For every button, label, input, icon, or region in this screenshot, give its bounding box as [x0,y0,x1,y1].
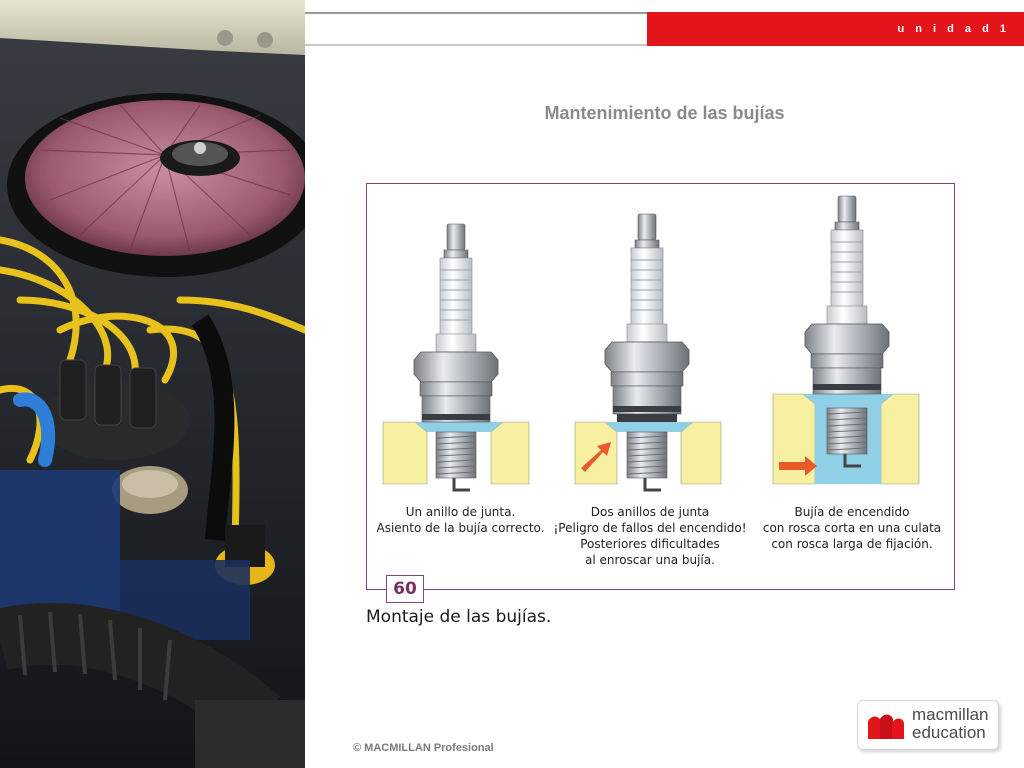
logo-line-2: education [912,723,986,742]
spark-plug-figure [366,183,955,599]
publisher-logo [857,700,999,750]
panel-one-caption: Un anillo de junta. Asiento de la bujía correcto. [376,505,545,535]
slide-title: Mantenimiento de las bujías [544,103,785,123]
figure-number: 60 [386,575,424,603]
panel-short-thread [773,196,919,484]
unit-label: u n i d a d 1 [897,23,1010,35]
engine-photo [0,0,305,768]
panel-two-caption: Dos anillos de junta ¡Peligro de fallos del encendido! Posteriores dificultades al enroscar una bujía. [553,505,747,567]
figure-caption: Montaje de las bujías. [366,607,552,627]
panel-three-caption: Bujía de encendido con rosca corta en una culata con rosca larga de fijación. [762,505,942,551]
logo-text [912,706,989,742]
header-rule-bottom [305,44,647,46]
logo-line-1: macmillan [912,705,989,724]
panel-one-gasket [383,224,529,490]
header-rule [305,12,647,14]
macmillan-logo-icon [866,711,906,741]
panel-two-gaskets [575,214,721,490]
header-red-bar [647,12,1024,46]
copyright-notice: © MACMILLAN Profesional [353,742,494,754]
